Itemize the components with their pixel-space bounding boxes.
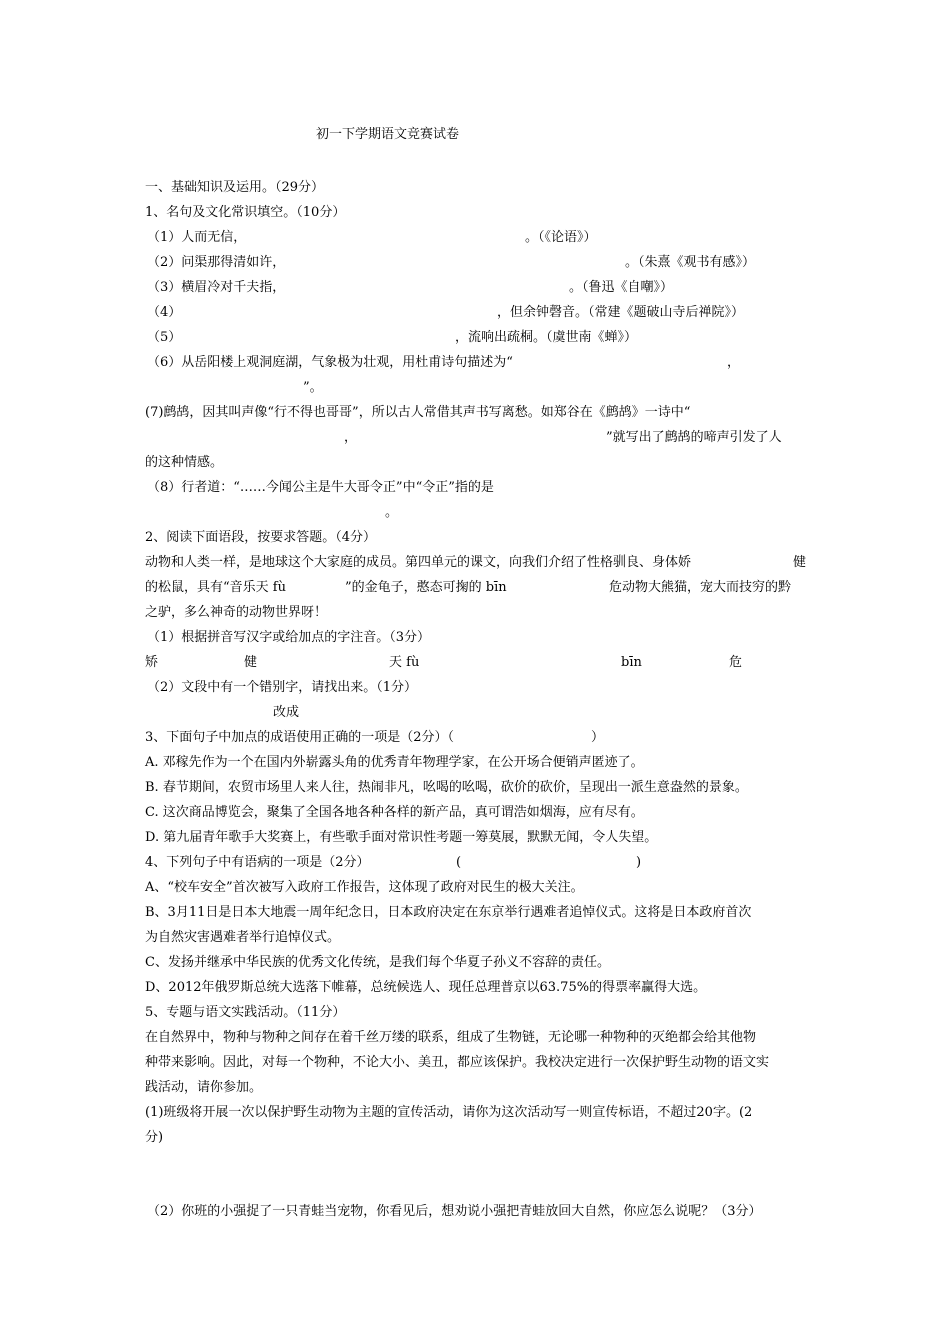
page-title: 初一下学期语文竞赛试卷	[316, 127, 460, 142]
text-line: (7)鹧鸪，因其叫声像“行不得也哥哥”，所以古人常借其声书写离愁。如郑谷在《鹧鸪》一诗中“	[145, 405, 691, 420]
text-line: （6）从岳阳楼上观洞庭湖，气象极为壮观，用杜甫诗句描述为“	[147, 355, 513, 370]
text-line: 一、基础知识及运用。（29分）	[145, 180, 325, 195]
text-line: ”就写出了鹧鸪的啼声引发了人	[606, 430, 782, 445]
text-line: (	[456, 855, 462, 870]
text-line: (1)班级将开展一次以保护野生动物为主题的宣传活动，请你为这次活动写一则宣传标语，不超过20字。(2	[145, 1105, 753, 1120]
text-line: 3、下面句子中加点的成语使用正确的一项是（2分）（	[145, 730, 455, 745]
text-line: C、发扬并继承中华民族的优秀文化传统，是我们每个华夏子孙义不容辞的责任。	[145, 955, 610, 970]
text-line: 。（鲁迅《自嘲》）	[569, 280, 674, 295]
text-line: 分)	[145, 1130, 164, 1145]
text-line: ”。	[303, 380, 323, 395]
text-line: 的松鼠，具有“音乐天 fù	[145, 580, 286, 595]
text-line: 动物和人类一样，是地球这个大家庭的成员。第四单元的课文，向我们介绍了性格驯良、身体娇	[145, 555, 692, 570]
text-line: 践活动，请你参加。	[145, 1080, 263, 1095]
text-line: 2、阅读下面语段，按要求答题。（4分）	[145, 530, 377, 545]
text-line: 危动物大熊猫，宠大而技穷的黔	[609, 580, 792, 595]
text-line: 。（朱熹《观书有感》）	[625, 255, 756, 270]
text-line: 之驴，多么神奇的动物世界呀！	[145, 605, 328, 620]
text-line: 危	[729, 655, 743, 670]
text-line: 。（《论语》）	[525, 230, 597, 245]
text-line: 健	[244, 655, 258, 670]
text-line: （2）文段中有一个错别字，请找出来。（1分）	[147, 680, 418, 695]
text-line: ，	[344, 430, 358, 445]
text-line: 种带来影响。因此，对每一个物种，不论大小、美丑，都应该保护。我校决定进行一次保护野生动物的语文实	[145, 1055, 770, 1070]
text-line: ，流响出疏桐。（虞世南《蝉》）	[455, 330, 638, 345]
text-line: C. 这次商品博览会，聚集了全国各地各种各样的新产品，真可谓浩如烟海，应有尽有。	[145, 805, 644, 820]
text-line: 在自然界中，物种与物种之间存在着千丝万缕的联系，组成了生物链，无论哪一种物种的灭绝都会给其他物	[145, 1030, 757, 1045]
text-line: ）	[591, 730, 605, 745]
text-line: 5、专题与语文实践活动。（11分）	[145, 1005, 346, 1020]
text-line: （3）横眉冷对千夫指，	[147, 280, 286, 295]
text-line: （5）	[147, 330, 182, 345]
text-line: （8）行者道：“……今闻公主是牛大哥令正”中“令正”指的是	[147, 480, 494, 495]
text-line: ”的金龟子，憨态可掬的 bīn	[345, 580, 507, 595]
text-line: 。	[385, 505, 399, 520]
text-line: A. 邓稼先作为一个在国内外崭露头角的优秀青年物理学家，在公开场合便销声匿迹了。	[145, 755, 644, 770]
text-line: 健	[793, 555, 807, 570]
text-line: ，	[727, 355, 741, 370]
text-line: 4、下列句子中有语病的一项是（2分）	[145, 855, 370, 870]
text-line: A、“校车安全”首次被写入政府工作报告，这体现了政府对民生的极大关注。	[145, 880, 584, 895]
text-line: （1）人而无信，	[147, 230, 247, 245]
text-line: 为自然灾害遇难者举行追悼仪式。	[145, 930, 341, 945]
text-line: 1、名句及文化常识填空。（10分）	[145, 205, 346, 220]
text-line: （2）问渠那得清如许，	[147, 255, 286, 270]
text-line: 矫	[145, 655, 159, 670]
text-line: ，但余钟磬音。（常建《题破山寺后禅院》）	[497, 305, 745, 320]
text-line: )	[636, 855, 642, 870]
text-line: （2）你班的小强捉了一只青蛙当宠物，你看见后，想劝说小强把青蛙放回大自然，你应怎么说呢？（3分）	[147, 1204, 762, 1219]
text-line: （4）	[147, 305, 182, 320]
text-line: D、2012年俄罗斯总统大选落下帷幕，总统候选人、现任总理普京以63.75%的得票率赢得大选。	[145, 980, 707, 995]
text-line: B. 春节期间，农贸市场里人来人往，热闹非凡，吆喝的吆喝，砍价的砍价，呈现出一派生意盎然的景象。	[145, 780, 748, 795]
text-line: （1）根据拼音写汉字或给加点的字注音。（3分）	[147, 630, 431, 645]
text-line: 改成	[273, 705, 300, 720]
text-line: 的这种情感。	[145, 455, 224, 470]
text-line: bīn	[621, 655, 642, 670]
text-line: D. 第九届青年歌手大奖赛上，有些歌手面对常识性考题一筹莫展，默默无闻，令人失望。	[145, 830, 658, 845]
text-line: 天 fù	[389, 655, 420, 670]
text-line: B、3月11日是日本大地震一周年纪念日，日本政府决定在东京举行遇难者追悼仪式。这将是日本政府首次	[145, 905, 752, 920]
